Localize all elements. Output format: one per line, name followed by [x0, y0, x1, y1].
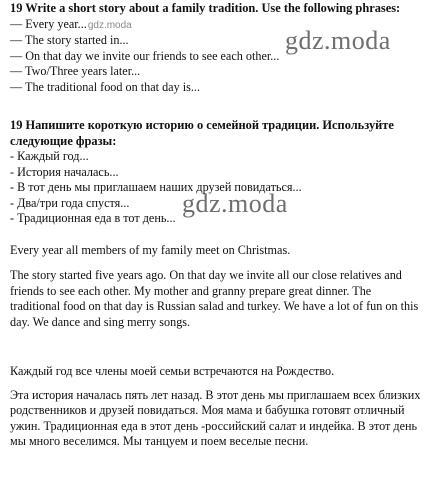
task-ru-section	[10, 118, 424, 227]
watermark-large-2: gdz.moda	[182, 189, 288, 218]
phrase-ru-1: - Каждый год...	[10, 149, 89, 163]
phrase-en-4: — Two/Three years later...	[10, 64, 141, 78]
watermark-small: gdz.moda	[87, 19, 132, 31]
answer-en-paragraph-2: The story started five years ago. On that day we invite all our close relatives and friends to see each other. My mother and granny prepare great dinner. The traditional food on that day is Russian salad and turkey. We have a lot of fun on this day. We dance and sing merry songs.	[10, 268, 419, 329]
phrase-ru-3: - В тот день мы приглашаем наших друзей повидаться...	[10, 180, 302, 194]
phrase-en-2: — The story started in...	[10, 33, 129, 47]
task-ru-heading: 19 Напишите короткую историю о семейной традиции. Используйте следующие фразы:	[10, 118, 394, 148]
task-en-section	[10, 1, 424, 95]
answer-en-paragraph-1: Every year all members of my family meet on Christmas.	[10, 242, 291, 257]
task-en-heading: 19 Write a short story about a family tradition. Use the following phrases:	[10, 1, 401, 15]
document-page	[10, 0, 424, 450]
phrase-ru-5: - Традиционная еда в тот день...	[10, 211, 176, 225]
phrase-ru-2: - История началась...	[10, 164, 119, 179]
phrase-ru-4: - Два/три года спустя...	[10, 195, 130, 210]
answer-en-section	[10, 243, 424, 331]
watermark-large-1: gdz.moda	[285, 26, 391, 55]
answer-ru-section	[10, 364, 424, 450]
answer-ru-paragraph-2: Эта история началась пять лет назад. В этот день мы приглашаем всех близких родственников и друзей повидаться. Моя мама и бабушка готовят отличный ужин. Традиционная еда в этот день -российский салат и индейка. В этот день мы много веселимся. Мы танцуем и поем веселые песни.	[10, 387, 421, 448]
phrase-en-1: — Every year...gdz.moda	[10, 16, 132, 31]
phrase-en-3: — On that day we invite our friends to see each other...	[10, 48, 280, 63]
phrase-en-5: — The traditional food on that day is...	[10, 79, 201, 94]
answer-ru-paragraph-1: Каждый год все члены моей семьи встречаются на Рождество.	[10, 364, 335, 378]
